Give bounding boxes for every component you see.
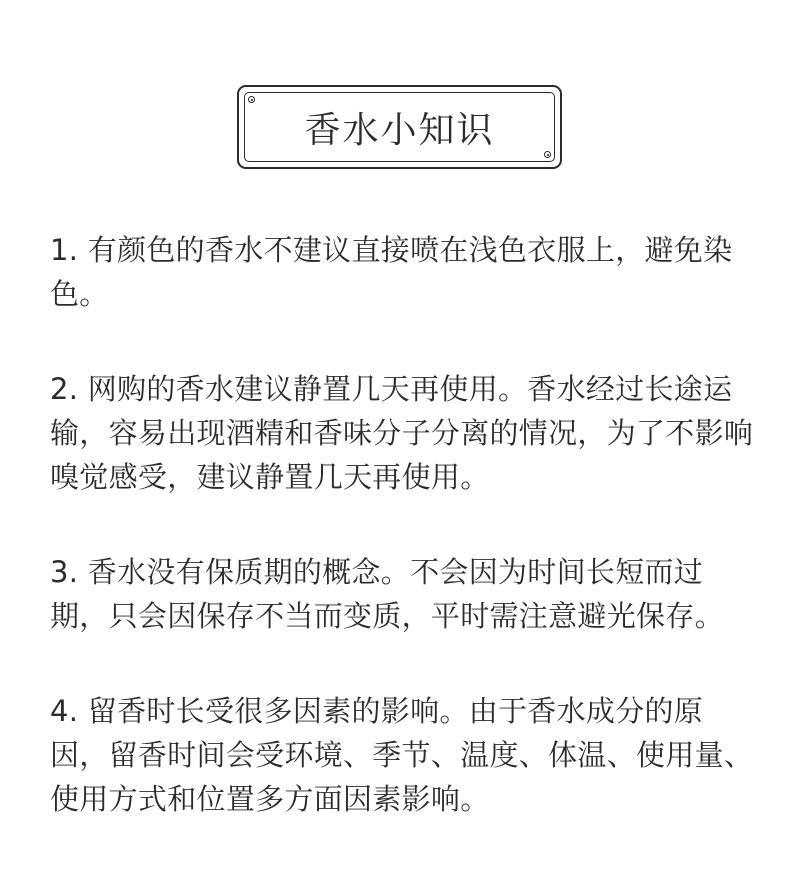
tip-item: 4. 留香时长受很多因素的影响。由于香水成分的原因，留香时间会受环境、季节、温度、体温、使用量、使用方式和位置多方面因素影响。 [50, 694, 754, 816]
page-title: 香水小知识 [304, 109, 495, 151]
tip-item: 1. 有颜色的香水不建议直接喷在浅色衣服上，避免染色。 [50, 233, 733, 311]
tip-item: 2. 网购的香水建议静置几天再使用。香水经过长途运输，容易出现酒精和香味分子分离的情况，为了不影响嗅觉感受，建议静置几天再使用。 [50, 372, 754, 494]
tips-list [50, 228, 755, 872]
tip-item: 3. 香水没有保质期的概念。不会因为时间长短而过期，只会因保存不当而变质，平时需注意避光保存。 [50, 555, 724, 633]
title-plate [237, 85, 562, 169]
